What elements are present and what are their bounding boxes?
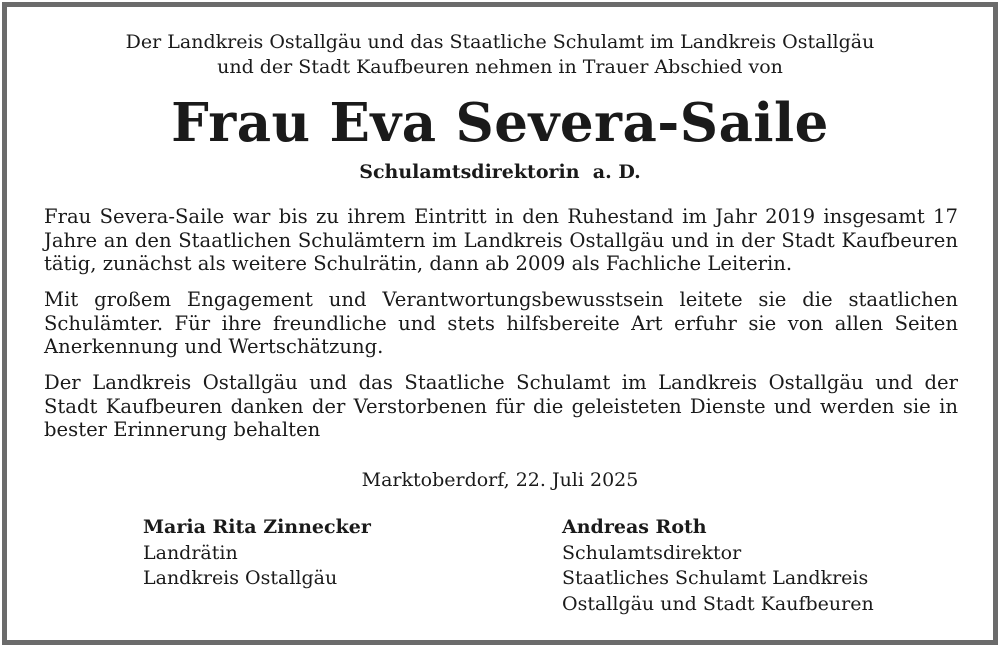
signer-left [143, 515, 371, 592]
deceased-title: Schulamtsdirektorin a. D. [359, 161, 641, 183]
signer-name: Andreas Roth [562, 516, 707, 538]
paragraph-engagement: Mit großem Engagement und Verantwortungsbewusstsein leitete sie die staatlichen Schulämter. Für ihre freundliche und stets hilfsbereite Art erfuhr sie von allen Seiten Anerkennung und Wertschätzung. [44, 288, 958, 358]
paragraph-career: Frau Severa-Saile war bis zu ihrem Eintritt in den Ruhestand im Jahr 2019 insgesamt 17 Jahre an den Staatlichen Schulämtern im Landkreis Ostallgäu und in der Stadt Kaufbeuren tätig, zunächst als weitere Schulrätin, dann ab 2009 als Fachliche Leiterin. [44, 205, 958, 275]
signer-role: Landrätin [143, 541, 238, 564]
place-and-date: Marktoberdorf, 22. Juli 2025 [361, 469, 639, 491]
intro-line-1: Der Landkreis Ostallgäu und das Staatliche Schulamt im Landkreis Ostallgäu [125, 31, 875, 53]
signer-organization: Landkreis Ostallgäu [143, 567, 338, 589]
signer-role: Schulamtsdirektor [562, 541, 742, 564]
paragraph-gratitude: Der Landkreis Ostallgäu und das Staatliche Schulamt im Landkreis Ostallgäu und der Stadt Kaufbeuren danken der Verstorbenen für die geleisteten Dienste und werden sie in bester Erinnerung behalten [44, 371, 958, 441]
signer-organization-continued: Ostallgäu und Stadt Kaufbeuren [562, 592, 874, 615]
signer-name: Maria Rita Zinnecker [143, 516, 371, 538]
intro-line-2: und der Stadt Kaufbeuren nehmen in Trauer Abschied von [217, 56, 783, 78]
deceased-name: Frau Eva Severa-Saile [171, 92, 829, 154]
signer-right [562, 515, 874, 617]
signer-organization: Staatliches Schulamt Landkreis [562, 567, 869, 589]
